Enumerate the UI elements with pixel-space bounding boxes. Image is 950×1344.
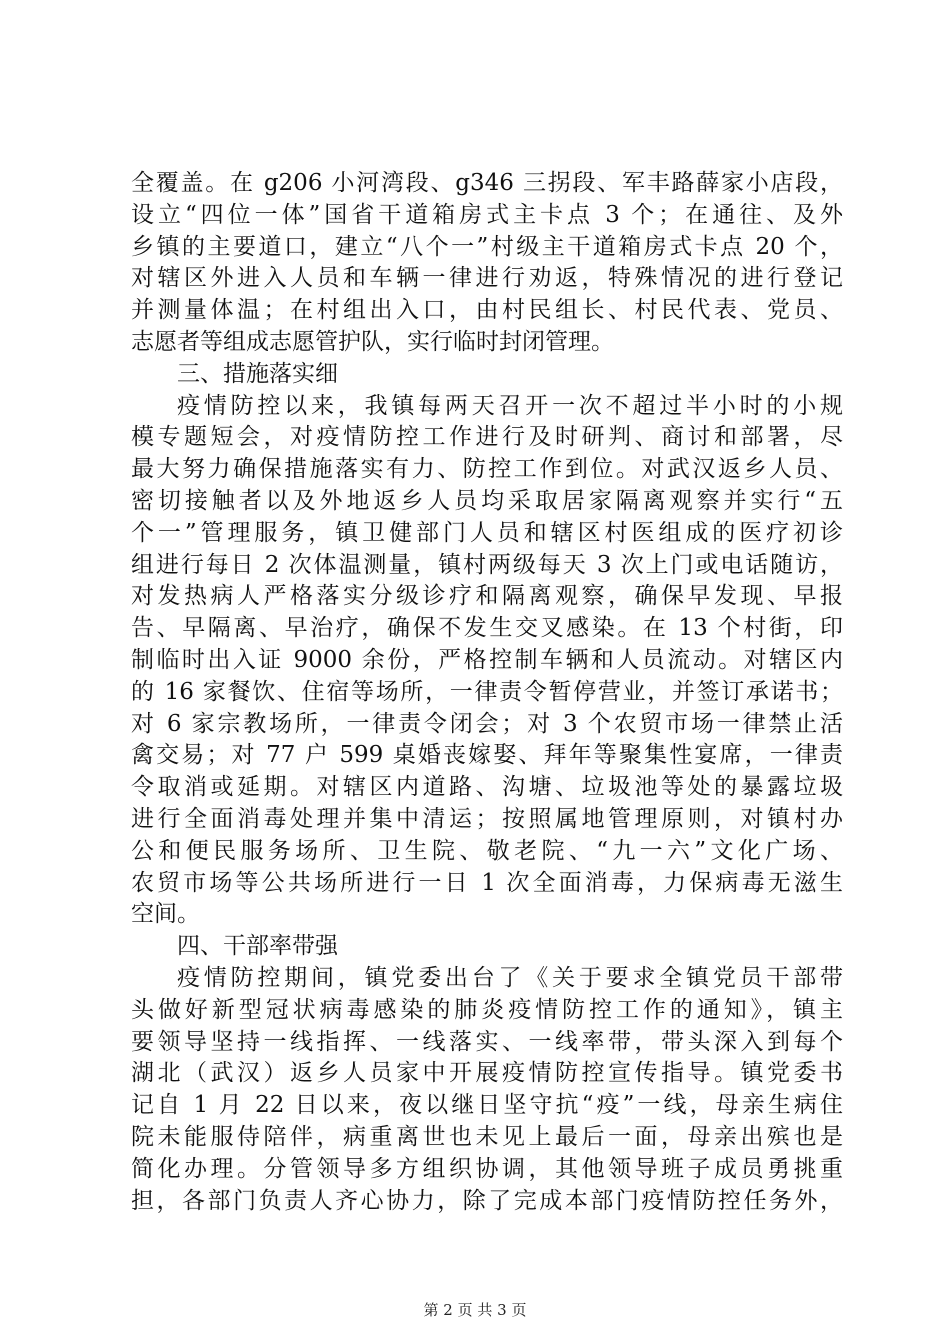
section-heading: 四、干部率带强 [177, 933, 338, 960]
text-line: 最大努力确保措施落实有力、防控工作到位。对武汉返乡人员、 [131, 456, 843, 483]
text-line: 乡镇的主要道口，建立“八个一”村级主干道箱房式卡点 20 个， [131, 233, 843, 260]
text-line: 疫情防控期间，镇党委出台了《关于要求全镇党员干部带 [177, 964, 843, 991]
text-line: 空间。 [131, 901, 200, 928]
text-line: 密切接触者以及外地返乡人员均采取居家隔离观察并实行“五 [131, 487, 843, 514]
text-line: 模专题短会，对疫情防控工作进行及时研判、商讨和部署，尽 [131, 424, 843, 451]
document-body [131, 168, 843, 1217]
text-line: 并测量体温；在村组出入口，由村民组长、村民代表、党员、 [131, 297, 843, 324]
text-line: 志愿者等组成志愿管护队，实行临时封闭管理。 [131, 328, 614, 355]
text-line: 对辖区外进入人员和车辆一律进行劝返，特殊情况的进行登记 [131, 265, 843, 292]
text-line: 要领导坚持一线指挥、一线落实、一线率带，带头深入到每个 [131, 1028, 843, 1055]
text-line: 农贸市场等公共场所进行一日 1 次全面消毒，力保病毒无滋生 [131, 869, 843, 896]
text-line: 令取消或延期。对辖区内道路、沟塘、垃圾池等处的暴露垃圾 [131, 774, 843, 801]
text-line: 制临时出入证 9000 余份，严格控制车辆和人员流动。对辖区内 [131, 646, 843, 673]
text-line: 全覆盖。在 g206 小河湾段、g346 三拐段、军丰路薛家小店段， [131, 170, 843, 196]
text-line: 担，各部门负责人齐心协力，除了完成本部门疫情防控任务外， [131, 1187, 843, 1214]
text-line: 公和便民服务场所、卫生院、敬老院、“九一六”文化广场、 [131, 837, 843, 864]
text-line: 进行全面消毒处理并集中清运；按照属地管理原则，对镇村办 [131, 805, 843, 832]
text-line: 简化办理。分管领导多方组织协调，其他领导班子成员勇挑重 [131, 1155, 843, 1182]
text-line: 个一”管理服务，镇卫健部门人员和辖区村医组成的医疗初诊 [131, 519, 843, 546]
text-line: 疫情防控以来，我镇每两天召开一次不超过半小时的小规 [177, 392, 843, 419]
text-line: 头做好新型冠状病毒感染的肺炎疫情防控工作的通知》，镇主 [131, 996, 843, 1023]
text-line: 记自 1 月 22 日以来，夜以继日坚守抗“疫”一线，母亲生病住 [131, 1092, 843, 1119]
text-line: 对 6 家宗教场所，一律责令闭会；对 3 个农贸市场一律禁止活 [131, 710, 843, 737]
text-line: 组进行每日 2 次体温测量，镇村两级每天 3 次上门或电话随访， [131, 551, 843, 578]
text-line: 对发热病人严格落实分级诊疗和隔离观察，确保早发现、早报 [131, 583, 843, 610]
text-line: 的 16 家餐饮、住宿等场所，一律责令暂停营业，并签订承诺书； [131, 678, 843, 705]
page-number: 第 2 页 共 3 页 [423, 1301, 527, 1319]
section-heading: 三、措施落实细 [177, 360, 338, 387]
text-line: 告、早隔离、早治疗，确保不发生交叉感染。在 13 个村街，印 [131, 615, 843, 642]
text-line: 设立“四位一体”国省干道箱房式主卡点 3 个；在通往、及外 [131, 201, 843, 228]
text-line: 湖北（武汉）返乡人员家中开展疫情防控宣传指导。镇党委书 [131, 1060, 843, 1087]
text-line: 禽交易；对 77 户 599 桌婚丧嫁娶、拜年等聚集性宴席，一律责 [131, 742, 843, 769]
text-line: 院未能服侍陪伴，病重离世也未见上最后一面，母亲出殡也是 [131, 1123, 843, 1150]
